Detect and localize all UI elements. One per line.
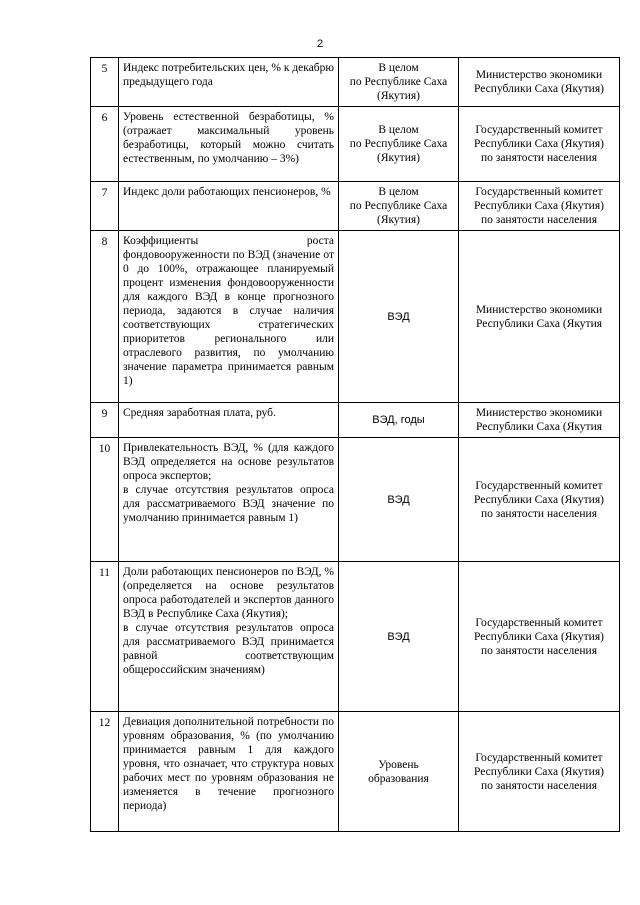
indicator-scope-text: В целом по Республике Саха (Якутия) (349, 124, 448, 164)
row-number (91, 712, 119, 832)
row-number-text: 5 (101, 63, 108, 75)
indicator-scope (339, 231, 459, 403)
row-number-text: 11 (98, 567, 111, 579)
responsible-agency-text: Государственный комитет Республики Саха (Якутия) по занятости населения (474, 124, 604, 164)
responsible-agency-text: Государственный комитет Республики Саха (Якутия) по занятости населения (474, 186, 604, 226)
indicator-scope (339, 438, 459, 562)
responsible-agency (459, 58, 620, 107)
indicator-scope-text: В целом по Республике Саха (Якутия) (349, 186, 448, 226)
row-number-text: 6 (101, 112, 108, 124)
indicator-description (119, 182, 339, 231)
row-number (91, 438, 119, 562)
indicator-scope-text: В целом по Республике Саха (Якутия) (349, 62, 448, 102)
indicator-description (119, 438, 339, 562)
row-number-text: 8 (101, 236, 108, 248)
responsible-agency (459, 712, 620, 832)
responsible-agency-text: Министерство экономики Республики Саха (Якутия) (474, 69, 604, 95)
indicator-scope-text: ВЭД (387, 630, 410, 643)
page-number: 2 (316, 38, 324, 50)
indicator-description (119, 403, 339, 438)
table-row (91, 182, 620, 231)
row-number-text: 7 (101, 187, 108, 199)
responsible-agency (459, 438, 620, 562)
indicator-description-text: Девиация дополнительной потребности по уровням образования, % (по умолчанию принимается равным 1 для каждого уровня, что означает, что структура новых рабочих мест по уровням образования не изменяется в течение прогнозного периода) (123, 716, 334, 812)
indicator-scope-text: Уровень образования (368, 758, 429, 785)
indicator-description (119, 107, 339, 182)
indicator-description-text: Уровень естественной безработицы, % (отражает максимальный уровень безработицы, который можно считать естественным, по умолчанию – 3%) (123, 111, 334, 165)
row-number (91, 107, 119, 182)
responsible-agency (459, 403, 620, 438)
parameters-table (90, 57, 620, 832)
table-row (91, 712, 620, 832)
indicator-description-text: Привлекательность ВЭД, % (для каждого ВЭД определяется на основе результатов опроса экспертов; в случае отсутствия результатов опроса для рассматриваемого ВЭД значение по умолчанию принимается равным 1) (123, 442, 334, 524)
indicator-description-text: Доли работающих пенсионеров по ВЭД, % (определяется на основе результатов опроса работодателей и экспертов данного ВЭД в Республике Саха (Якутия); в случае отсутствия результатов опроса для рассматриваемого ВЭД принимается равной соответствующим общероссийским значениям) (123, 566, 334, 676)
indicator-description (119, 562, 339, 712)
row-number (91, 58, 119, 107)
indicator-scope (339, 182, 459, 231)
responsible-agency (459, 182, 620, 231)
table-row (91, 562, 620, 712)
table-row (91, 231, 620, 403)
indicator-scope-text: ВЭД (387, 493, 410, 506)
indicator-description (119, 58, 339, 107)
table-row (91, 107, 620, 182)
responsible-agency-text: Министерство экономики Республики Саха (Якутия (475, 303, 603, 330)
responsible-agency (459, 562, 620, 712)
responsible-agency (459, 107, 620, 182)
indicator-scope (339, 562, 459, 712)
indicator-scope (339, 107, 459, 182)
indicator-description-text: Средняя заработная плата, руб. (123, 407, 276, 419)
row-number (91, 182, 119, 231)
table-row (91, 403, 620, 438)
table-row (91, 58, 620, 107)
indicator-description (119, 231, 339, 403)
responsible-agency-text: Министерство экономики Республики Саха (Якутия (475, 407, 603, 433)
indicator-description-text: Индекс доли работающих пенсионеров, % (123, 186, 331, 198)
row-number (91, 403, 119, 438)
indicator-scope (339, 712, 459, 832)
row-number (91, 562, 119, 712)
table-row (91, 438, 620, 562)
indicator-scope-text: ВЭД (387, 310, 410, 323)
indicator-scope (339, 58, 459, 107)
row-number (91, 231, 119, 403)
responsible-agency-text: Государственный комитет Республики Саха (Якутия) по занятости населения (474, 479, 604, 520)
responsible-agency-text: Государственный комитет Республики Саха (Якутия) по занятости населения (474, 751, 604, 792)
indicator-description (119, 712, 339, 832)
row-number-text: 9 (101, 408, 108, 420)
indicator-description-text: Коэффициенты роста фондовооруженности по ВЭД (значение от 0 до 100%, отражающее планируемый процент изменения фондовооруженности для каждого ВЭД в конце прогнозного периода, задаются в случае наличия соответствующих стратегических приоритетов регионального или отраслевого развития, по умолчанию значение параметра принимается равным 1) (123, 235, 334, 387)
row-number-text: 10 (98, 443, 111, 455)
responsible-agency (459, 231, 620, 403)
indicator-description-text: Индекс потребительских цен, % к декабрю предыдущего года (123, 62, 334, 88)
indicator-scope-text: ВЭД, годы (372, 414, 425, 426)
responsible-agency-text: Государственный комитет Республики Саха (Якутия) по занятости населения (474, 616, 604, 657)
row-number-text: 12 (98, 717, 111, 729)
indicator-scope (339, 403, 459, 438)
